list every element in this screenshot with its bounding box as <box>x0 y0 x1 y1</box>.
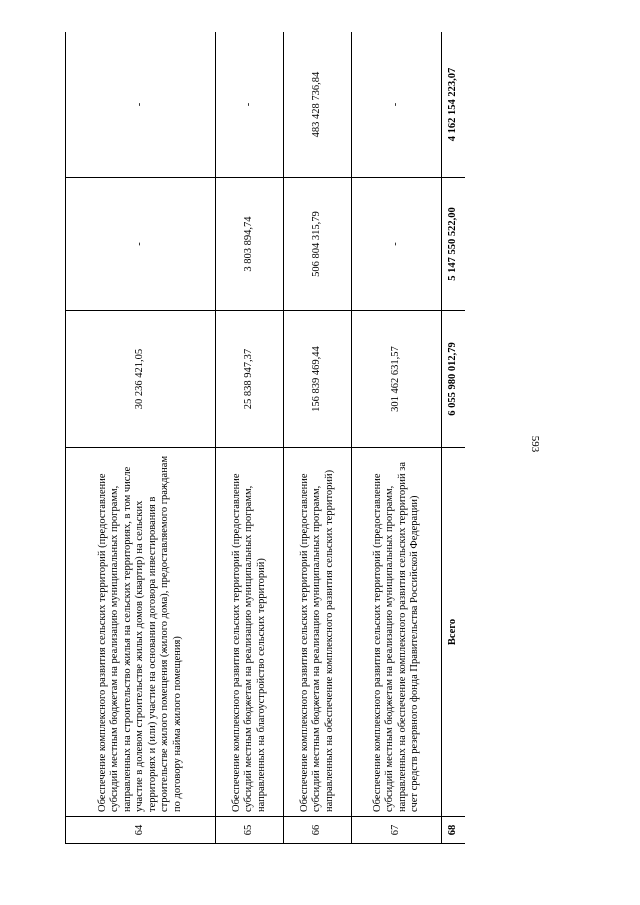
value-cell: 25 838 947,37 <box>216 311 284 448</box>
row-number: 65 <box>216 817 284 844</box>
value-cell: - <box>352 178 442 311</box>
row-description: Обеспечение комплексного развития сельских территорий (предоставление субсидий местным бюджетам на реализацию муниципальных программ, направленных на обеспечение комплексного развития сельских территорий за счет средств резервного фонда Правительства Российской Федерации) <box>352 448 442 817</box>
row-description: Обеспечение комплексного развития сельских территорий (предоставление субсидий местным бюджетам на реализацию муниципальных программ, направленных на строительство жилья на сельских территориях, в том числе участие в долевом строительстве жилых домов (квартир) на сельских территориях и (или) участие на основании договора инвестирования в строительстве жилого помещения (жилого дома), предоставляемого гражданам по договору найма жилого помещения) <box>66 448 216 817</box>
table-row <box>352 32 442 844</box>
total-label: Всего <box>442 448 466 817</box>
value-cell: 30 236 421,05 <box>66 311 216 448</box>
page-number: 593 <box>529 435 541 453</box>
value-cell: 483 428 736,84 <box>284 32 352 178</box>
value-cell: 506 804 315,79 <box>284 178 352 311</box>
total-row-number: 68 <box>442 817 466 844</box>
value-cell: - <box>216 32 284 178</box>
total-row <box>442 32 466 844</box>
value-cell: 156 839 469,44 <box>284 311 352 448</box>
row-number: 64 <box>66 817 216 844</box>
budget-table-container <box>65 32 465 844</box>
value-cell: - <box>66 178 216 311</box>
row-number: 67 <box>352 817 442 844</box>
budget-table <box>65 32 465 844</box>
row-description: Обеспечение комплексного развития сельских территорий (предоставление субсидий местным бюджетам на реализацию муниципальных программ, направленных на обеспечение комплексного развития сельских территорий) <box>284 448 352 817</box>
total-value: 4 162 154 223,07 <box>442 32 466 178</box>
row-description: Обеспечение комплексного развития сельских территорий (предоставление субсидий местным бюджетам на реализацию муниципальных программ, направленных на благоустройство сельских территорий) <box>216 448 284 817</box>
table-row <box>284 32 352 844</box>
total-value: 6 055 980 012,79 <box>442 311 466 448</box>
table-row <box>216 32 284 844</box>
value-cell: - <box>352 32 442 178</box>
value-cell: 3 803 894,74 <box>216 178 284 311</box>
table-row <box>66 32 216 844</box>
row-number: 66 <box>284 817 352 844</box>
value-cell: 301 462 631,57 <box>352 311 442 448</box>
value-cell: - <box>66 32 216 178</box>
total-value: 5 147 550 522,00 <box>442 178 466 311</box>
